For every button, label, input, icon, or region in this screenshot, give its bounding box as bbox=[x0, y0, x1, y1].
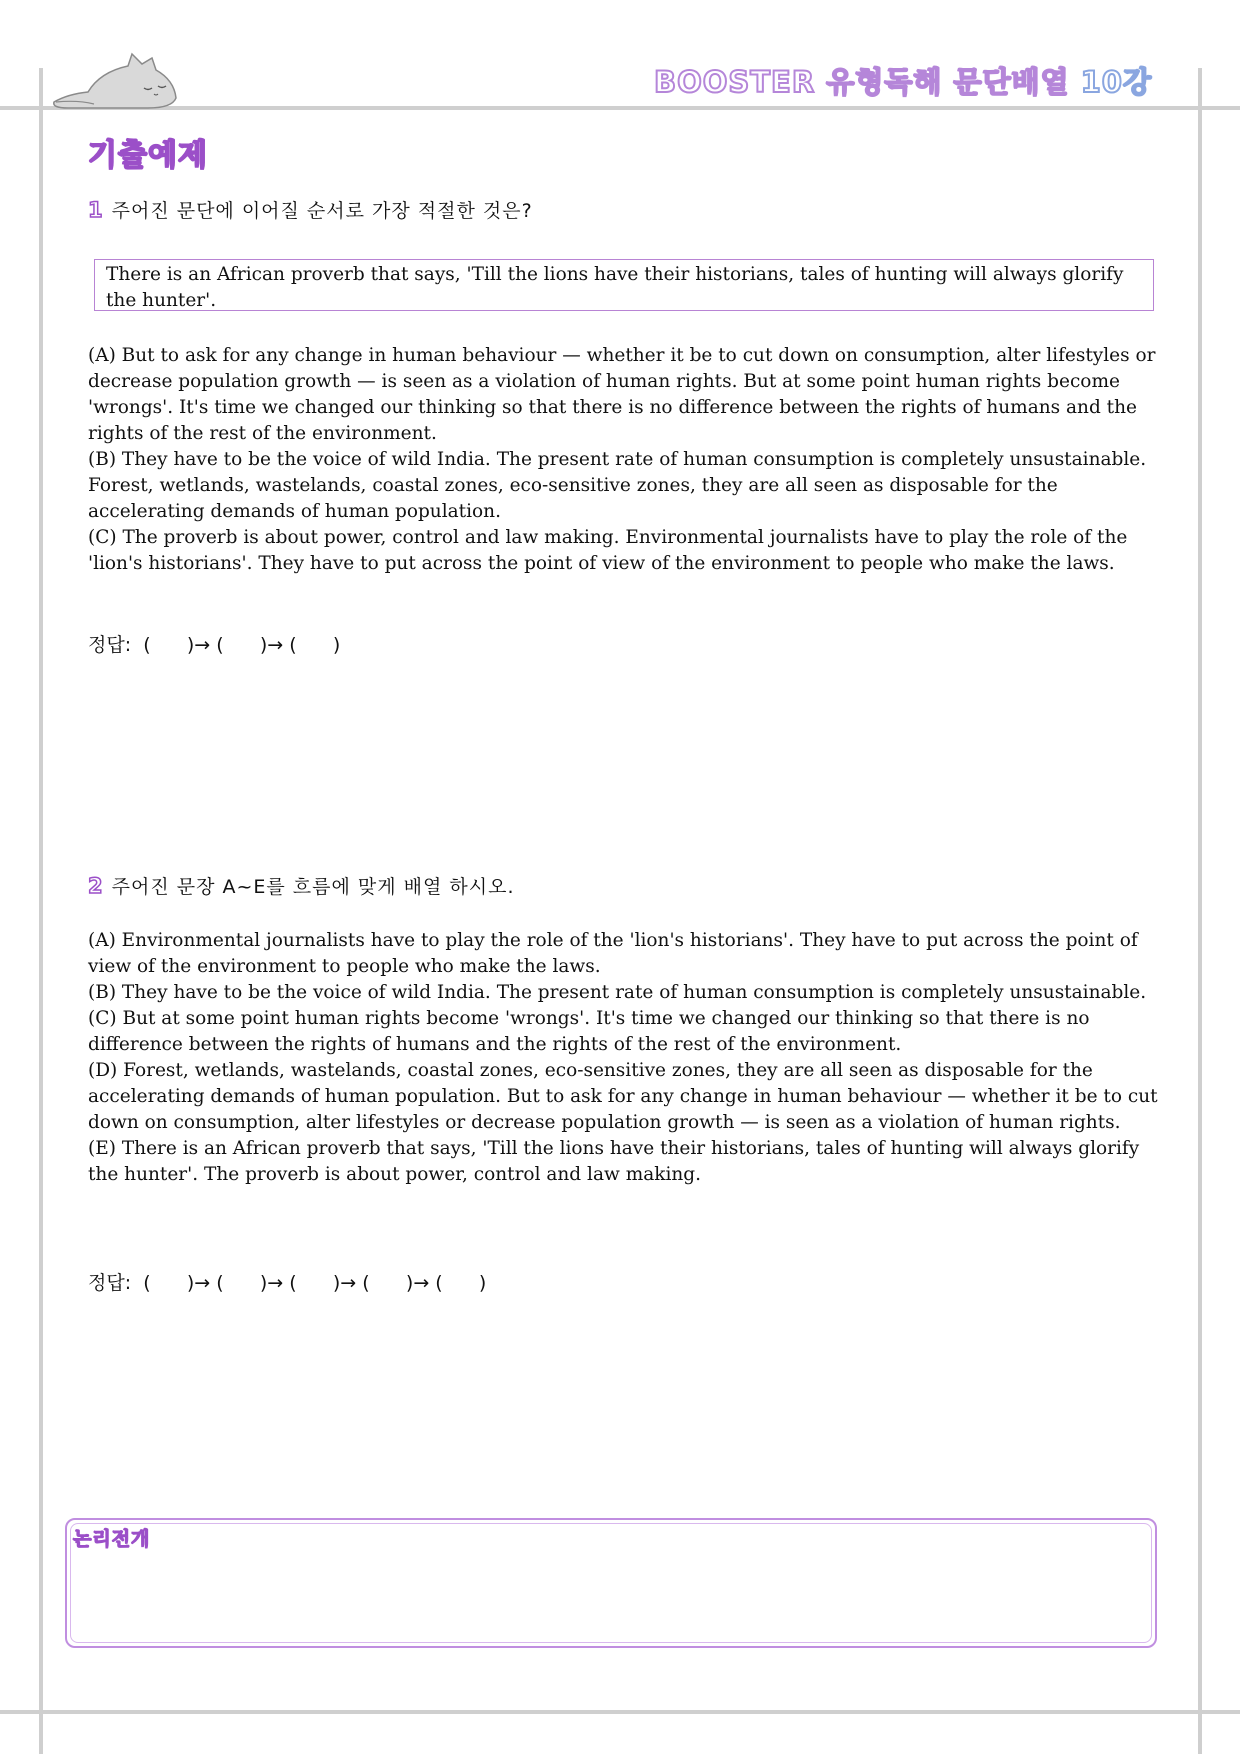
sentence-e: (E) There is an African proverb that says, 'Till the lions have their historians, tales of hunting will always glorify the hunter'. The proverb is about power, control and law making. bbox=[88, 1138, 1140, 1185]
sleeping-cat-icon bbox=[48, 50, 184, 112]
lecture-number: 10강 bbox=[1080, 65, 1152, 99]
question-2-sentences bbox=[88, 928, 1168, 1188]
question-2-number: 2 bbox=[88, 874, 104, 898]
document-header-title bbox=[654, 60, 1152, 101]
question-2-heading bbox=[88, 872, 515, 899]
question-1-number: 1 bbox=[88, 198, 104, 222]
sentence-c: (C) But at some point human rights become 'wrongs'. It's time we changed our thinking so that there is no difference between the rights of humans and the rights of the rest of the environment. bbox=[88, 1008, 1090, 1055]
question-2-answer-line: 정답: ( )→ ( )→ ( )→ ( )→ ( ) bbox=[88, 1272, 487, 1294]
page-frame-right-line bbox=[1198, 68, 1202, 1754]
section-title: 기출예제 bbox=[88, 138, 208, 173]
header-divider bbox=[0, 106, 1240, 110]
question-1-heading bbox=[88, 196, 533, 223]
paragraph-c: (C) The proverb is about power, control and law making. Environmental journalists have to play the role of the 'lion's historians'. They have to put across the point of view of the environment to people who make the laws. bbox=[88, 527, 1128, 574]
logic-flow-memo-box bbox=[65, 1518, 1157, 1648]
footer-divider bbox=[0, 1710, 1240, 1714]
given-paragraph-box: There is an African proverb that says, 'Till the lions have their historians, tales of hunting will always glorify the hunter'. bbox=[94, 259, 1154, 311]
paragraph-a: (A) But to ask for any change in human behaviour — whether it be to cut down on consumption, alter lifestyles or decrease population growth — is seen as a violation of human rights. But at some point human rights become 'wrongs'. It's time we changed our thinking so that there is no difference between the rights of humans and the rights of the rest of the environment. bbox=[88, 345, 1156, 444]
question-2-prompt: 주어진 문장 A~E를 흐름에 맞게 배열 하시오. bbox=[111, 876, 515, 898]
page-frame-left-line bbox=[39, 68, 43, 1754]
question-1-answer-line: 정답: ( )→ ( )→ ( ) bbox=[88, 634, 341, 656]
question-1-paragraphs bbox=[88, 343, 1168, 577]
memo-label: 논리전개 bbox=[73, 1528, 151, 1550]
sentence-a: (A) Environmental journalists have to play the role of the 'lion's historians'. They have to put across the point of view of the environment to people who make the laws. bbox=[88, 930, 1138, 977]
paragraph-b: (B) They have to be the voice of wild India. The present rate of human consumption is completely unsustainable. Forest, wetlands, wastelands, coastal zones, eco-sensitive zones, they are all seen as disposable for the accelerating demands of human population. bbox=[88, 449, 1147, 522]
sentence-b: (B) They have to be the voice of wild India. The present rate of human consumption is completely unsustainable. bbox=[88, 982, 1147, 1003]
sentence-d: (D) Forest, wetlands, wastelands, coastal zones, eco-sensitive zones, they are all seen as disposable for the accelerating demands of human population. But to ask for any change in human behaviour — whether it be to cut down on consumption, alter lifestyles or decrease population growth — is seen as a violation of human rights. bbox=[88, 1060, 1158, 1133]
series-title: BOOSTER 유형독해 문단배열 bbox=[653, 65, 1070, 99]
question-1-prompt: 주어진 문단에 이어질 순서로 가장 적절한 것은? bbox=[111, 200, 533, 222]
